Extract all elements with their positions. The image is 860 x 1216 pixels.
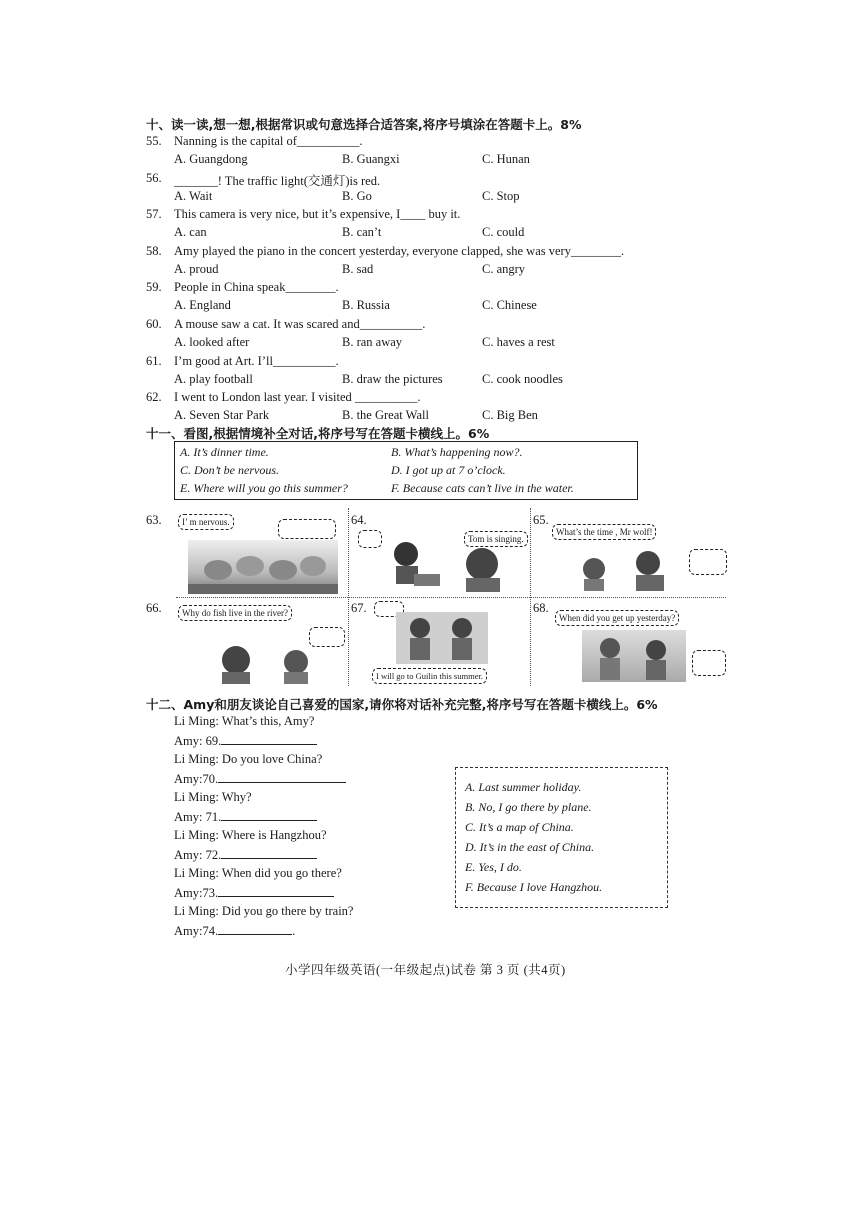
- section11-options-box: [174, 441, 638, 500]
- question-stem: This camera is very nice, but it’s expensive, I____ buy it.: [174, 207, 461, 221]
- dialogue-line-amy: [174, 809, 317, 825]
- panel-65-bubble: What’s the time , Mr wolf!: [552, 524, 656, 540]
- dialogue-text: Li Ming: Why?: [174, 790, 252, 804]
- dialogue-text: Amy:74.: [174, 924, 219, 938]
- panel-63-number: 63.: [146, 513, 162, 527]
- dialogue-text: Li Ming: What’s this, Amy?: [174, 714, 315, 728]
- dialogue-line-amy: [174, 923, 295, 939]
- option-a: A. can: [174, 225, 207, 239]
- question-stem: Amy played the piano in the concert yesterday, everyone clapped, she was very________.: [174, 244, 625, 258]
- panel-67-picture: [396, 612, 488, 664]
- dialogue-text: Li Ming: Did you go there by train?: [174, 904, 354, 918]
- dialogue-line-amy: [174, 771, 346, 787]
- option-c: C. Hunan: [482, 152, 530, 166]
- question-stem: People in China speak________.: [174, 280, 339, 294]
- option-b: B. Go: [342, 189, 372, 203]
- panel-65-picture: [578, 545, 688, 593]
- panel-65-answer-bubble[interactable]: [689, 549, 727, 575]
- section11-title: 十一、看图,根据情境补全对话,将序号写在答题卡横线上。6%: [146, 426, 490, 441]
- grid-divider: [176, 597, 726, 598]
- option-d: D. I got up at 7 o’clock.: [391, 463, 506, 477]
- dialogue-line-li-ming: [174, 904, 353, 919]
- dialogue-line-amy: [174, 885, 334, 901]
- page-footer: 小学四年级英语(一年级起点)试卷 第 3 页 (共4页): [285, 963, 566, 977]
- option-c: C. angry: [482, 262, 526, 276]
- dialogue-text: Amy:70.: [174, 772, 219, 786]
- panel-66-picture: [210, 640, 320, 684]
- option-b: B. Russia: [342, 298, 390, 312]
- option-c: C. haves a rest: [482, 335, 555, 349]
- question-number: 58.: [146, 244, 162, 258]
- question-number: 62.: [146, 390, 162, 404]
- option-f: F. Because cats can’t live in the water.: [391, 481, 574, 495]
- panel-66-bubble: Why do fish live in the river?: [178, 605, 292, 621]
- question-number: 55.: [146, 134, 162, 148]
- dialogue-text: Amy:73.: [174, 886, 219, 900]
- option-a: A. play football: [174, 372, 253, 386]
- panel-65-number: 65.: [533, 513, 549, 527]
- option-b: B. sad: [342, 262, 374, 276]
- option-b: B. draw the pictures: [342, 372, 443, 386]
- question-number: 57.: [146, 207, 162, 221]
- option-c: C. cook noodles: [482, 372, 563, 386]
- option-c: C. Big Ben: [482, 408, 538, 422]
- option-b: B. the Great Wall: [342, 408, 429, 422]
- answer-b: B. No, I go there by plane.: [465, 800, 592, 814]
- panel-64-number: 64.: [351, 513, 367, 527]
- option-c: C. Chinese: [482, 298, 537, 312]
- option-a: A. Wait: [174, 189, 213, 203]
- dialogue-line-li-ming: [174, 828, 327, 843]
- dialogue-line-amy: [174, 847, 317, 863]
- panel-68-picture: [582, 630, 686, 682]
- dialogue-text: Amy: 72.: [174, 848, 222, 862]
- option-b: B. Guangxi: [342, 152, 400, 166]
- option-a: A. Guangdong: [174, 152, 248, 166]
- panel-67-bubble: I will go to Guilin this summer.: [372, 668, 487, 684]
- section12-title: 十二、Amy和朋友谈论自己喜爱的国家,请你将对话补充完整,将序号写在答题卡横线上。6%: [146, 697, 658, 712]
- answer-f: F. Because I love Hangzhou.: [465, 880, 603, 894]
- panel-63-answer-bubble[interactable]: [278, 519, 336, 539]
- panel-64-bubble: Tom is singing.: [464, 531, 528, 547]
- answer-a: A. Last summer holiday.: [465, 780, 582, 794]
- question-stem: _______! The traffic light(交通灯)is red.: [174, 174, 381, 188]
- option-e: E. Where will you go this summer?: [180, 481, 348, 495]
- dialogue-line-li-ming: [174, 866, 342, 881]
- answer-blank[interactable]: [221, 809, 317, 821]
- option-c: C. Don’t be nervous.: [180, 463, 279, 477]
- dialogue-text: Amy: 71.: [174, 810, 222, 824]
- panel-63-picture: [188, 540, 338, 594]
- answer-blank[interactable]: [218, 885, 334, 897]
- option-c: C. Stop: [482, 189, 520, 203]
- question-number: 60.: [146, 317, 162, 331]
- dialogue-line-li-ming: [174, 752, 322, 767]
- answer-blank[interactable]: [218, 923, 292, 935]
- answer-blank[interactable]: [218, 771, 346, 783]
- panel-64-answer-bubble[interactable]: [358, 530, 382, 548]
- answer-e: E. Yes, I do.: [465, 860, 522, 874]
- panel-63-bubble: I’ m nervous.: [178, 514, 234, 530]
- section10-title: 十、读一读,想一想,根据常识或句意选择合适答案,将序号填涂在答题卡上。8%: [146, 117, 582, 132]
- dialogue-line-amy: [174, 733, 317, 749]
- dialogue-text: Li Ming: Do you love China?: [174, 752, 323, 766]
- question-stem: Nanning is the capital of__________.: [174, 134, 363, 148]
- dialogue-text: Li Ming: Where is Hangzhou?: [174, 828, 327, 842]
- panel-67-number: 67.: [351, 601, 367, 615]
- option-b: B. ran away: [342, 335, 403, 349]
- dialogue-text: Li Ming: When did you go there?: [174, 866, 342, 880]
- option-b: B. can’t: [342, 225, 382, 239]
- option-a: A. England: [174, 298, 231, 312]
- question-number: 61.: [146, 354, 162, 368]
- panel-68-bubble: When did you get up yesterday?: [555, 610, 679, 626]
- answer-c: C. It’s a map of China.: [465, 820, 574, 834]
- answer-blank[interactable]: [221, 847, 317, 859]
- question-stem: I’m good at Art. I’ll__________.: [174, 354, 339, 368]
- option-a: A. proud: [174, 262, 219, 276]
- dialogue-line-li-ming: [174, 714, 314, 729]
- question-number: 56.: [146, 171, 162, 185]
- question-stem: A mouse saw a cat. It was scared and__________.: [174, 317, 426, 331]
- dialogue-line-li-ming: [174, 790, 252, 805]
- option-a: A. looked after: [174, 335, 250, 349]
- option-b: B. What’s happening now?.: [391, 445, 523, 459]
- panel-68-number: 68.: [533, 601, 549, 615]
- question-number: 59.: [146, 280, 162, 294]
- answer-blank[interactable]: [221, 733, 317, 745]
- panel-68-answer-bubble[interactable]: [692, 650, 726, 676]
- option-a: A. Seven Star Park: [174, 408, 270, 422]
- panel-66-number: 66.: [146, 601, 162, 615]
- option-c: C. could: [482, 225, 525, 239]
- dialogue-text: Amy: 69.: [174, 734, 222, 748]
- answer-d: D. It’s in the east of China.: [465, 840, 595, 854]
- period: .: [292, 924, 296, 938]
- question-stem: I went to London last year. I visited __________.: [174, 390, 421, 404]
- option-a: A. It’s dinner time.: [180, 445, 269, 459]
- section12-answer-box: [455, 767, 668, 908]
